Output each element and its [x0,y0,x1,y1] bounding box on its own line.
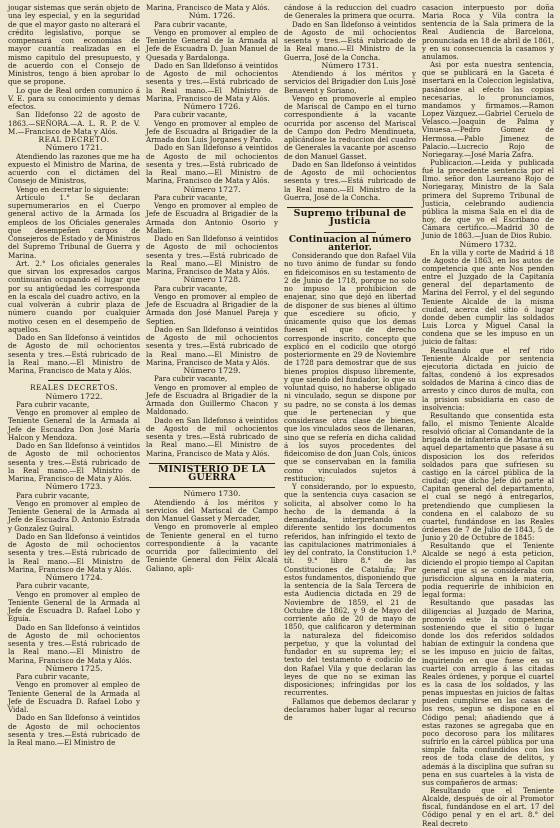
paragraph: Vengo en promover al empleo de Jefe de Escuadra al Brigadier de la Armada don Luis Jorganes y Pardo. [146,118,278,144]
section-heading: REAL DECRETO. [38,135,110,144]
paragraph: Atendiendo las razones que me ha expuesto el Ministro de Marina, de acuerdo con el dictámen del Consejo de Ministros, [8,151,140,186]
paragraph: Para cubrir vacante, [154,19,228,29]
paragraph: Vengo en promover al empleo de Teniente General de la Armada al Jefe de Escuadra D. Juan Manuel de Quesada y Bardalonga. [146,27,278,62]
section-heading: REALES DECRETOS. [29,383,119,393]
paragraph: Resultando que consentida esta fallo, el mismo Teniente Alcalde resolvió oficiar al Comandante de la brigada de infantería de Marina en aquel departamento que pasase á su disposicion los dos referidos soldados para que sufriesen su castigo en la cárcel pública de la ciudad; que dicho Jefe dió parte al Capitan general del departamento, el cual se negó á entregarlos, pretendiendo que cumpliesen la condena en el calabozo de su cuartel, fundándose en las Reales órdenes de 7 de Julio de 1843, 5 de Junio y 20 de Octubre de 1845: [422,410,554,543]
paragraph: Resultando que el ref rido Teniente Alcalde por sentencia ejecutoria dictada en juicio de faltas, condenó á los expresados soldados de Marina á cinco dias de arresto y cinco duros de multa, con la prision subsidiaria en caso de insolvencia: [422,345,554,412]
paragraph: Dado en San Ildefonso á veintidos de Agosto de mil ochocientos sesenta y tres.—Está rubricado de la Real mano.—El Ministro de Marina, Francisco de Mata y Alós. [146,234,278,276]
paragraph: Dado en San Ildefonso á veintidos de Agosto de mil ochocientos sesenta y tres.—Está rubricado de la Real mano.—El Ministro de [8,713,140,747]
paragraph: Dado en San Ildefonso á veintidos de Agosto de mil ochocientos sesenta y tres.—Está rubricado de la Real mano.—El Ministro de Marina, Francisco de Mata y Alós. [146,415,278,458]
paragraph: Y considerando, por lo expuesto, que la sentencia cuya casacion se solicita, al absolver como lo ha hecho de la demanda á la demandada, interpretando en diferente sentido los documentos referidos, han infringido el texto de las capitulaciones matrimoniales á ley del contrato, la Constitucion 1.ª tít. 9.° libro 8.° de las Constituciones de Cataluña; Por estos fundamentos, disponiendo que la sentencia de la Sala Tercera de esta Audiencia dictada en 29 de Noviembre de 1859, el 21 de Octubre de 1862, y 9 de Mayo del corriente año de 20 de mayo de 1850, que calificaron y determinan la naturaleza del fideicomiso perpetuo, y que la voluntad del fundador en su suprema ley; el texto del testamento é codicilo de don Rafael Vila y que declaran las leyes de que no se eximan las disposiciones; infringidas por los recurrentes. [284,482,416,698]
paragraph: Atendiendo á los méritos y servicios del Brigadier don Luis José Benavent y Soriano, [284,69,416,95]
decree-number: Número 1731. [321,60,379,70]
decree-number: Número 1724. [45,573,103,582]
paragraph: Para cubrir vacante, [154,110,228,120]
paragraph: Dado en San Ildefonso á veintidos de Agosto de mil ochocientos sesenta y tres.—Está rubricado de la Real mano.—El Ministro de la Guerra, José de la Concha. [284,19,416,62]
decree-number: Núm. 1726. [188,11,236,21]
ministry-heading: MINISTERIO DE LA GUERRA [158,463,266,483]
paragraph: Dado en San Ildefonso á veintidos de Agosto de mil ochocientos sesenta y tres.—Está rubricado de la Real mano.—El Ministro de Marina, Francisco de Mata y Alós. [8,441,140,483]
paragraph: Para cubrir vacante, [154,192,228,202]
rule-divider [324,232,377,233]
paragraph: Vengo en promoverle al empleo de Teniente general en el turno correspondiente á la vacante ocurrida por fallecimiento del Teniente General don Félix Alcalá Galiano, apli- [146,522,278,573]
paragraph: Resultando que el Teniente Alcalde se negó á esta peticion, diciendo el propio tiempo al Capitan general que si se consideraba con jurisdiccion alguna en la materia, podia requerirle de inhibicion en legal forma: [422,541,554,600]
rule-divider [149,487,276,488]
subheading: Continuacion al número anterior. [288,234,412,253]
paragraph: Marina, Francisco de Mata y Alós. [146,3,270,12]
decree-number: Número 1725. [45,663,103,673]
decree-number: Número 1730. [183,489,241,499]
paragraph: Vengo en promover al empleo de Jefe de Escuadra al Brigadier de la Armada don Guillermo Chacon y Maldonado. [146,382,278,417]
paragraph: Artículo 1.° Se declaran supernumerarios en el Cuerpo general activo de la Armada los empleos de los Oficiales generales que desempeñen cargos de Consejeros de Estado y de Ministros del Supremo Tribunal de Guerra y Marina. [8,192,140,260]
paragraph: Vengo en promover al empleo de Jefe de Escuadra al Brigadier de la Armada don José Manuel Pareja y Septien. [146,291,278,326]
paragraph: Vengo en promoverle al empleo de Mariscal de Campo en el turno correspondiente á la vacante ocurrida por ascenso del Mariscal de Campo don Pedro Mendinueta, aplicándose la reduccion del cuadro de Generales la vacante por ascenso de don Manuel Gasset. [284,93,416,161]
paragraph: Atendiendo á los méritos y servicios del Mariscal de Campo don Manuel Gasset y Mercader, [146,497,278,523]
column-2 [146,4,278,828]
paragraph: Dado en San Ildefonso á veintidos de Agosto de mil ochocientos sesenta y tres.—Está rubricado de la Real mano.—El Ministro de Marina, Francisco de Mata y Alós. [8,333,140,375]
decree-number: Número 1728. [183,275,241,285]
paragraph: Vengo en decretar lo siguiente: [16,184,129,194]
rule-divider [48,380,101,381]
paragraph: Para cubrir vacante, [16,581,90,591]
paragraph: Publicacion.—Leida y publicada fué la precedente sentencia por el Ilmo. señor don Laureano Rojo de Noriegaray, Ministro de la Sala primera del Supremo Tribunal de Justicia, celebrando audiencia pública la misma Sala en el dia de hoy, de que yo el Escribano de Cámara certifico.—Madrid 30 de Junio de 1863.—Juan de Dios Rubio. [422,157,554,241]
decree-number: Número 1729. [183,366,241,375]
paragraph: San Ildefonso 22 de agosto de 1863.—SEÑORA.—A. L. R. P. de V. M.—Francisco de Mata y Alós. [8,110,140,136]
decree-number: Número 1732. [459,239,517,249]
decree-number: Número 1721. [45,143,103,153]
paragraph: Lo que de Real orden comunico á V. E. para su conocimiento y demas efectos. [8,85,140,111]
paragraph: Considerando que don Rafael Vila no tuvo ánimo de fundar su fondo en fideicomisos en su testamento de 2 de Junio de 1718, porque no solo no impuso la prohibicion de enajenar, sino que dejó en libertad de disponer de sus bienes al último que escediere su oficio, y únicamente quiso que los demas fuesen el que de derecho corresponde inscrito, concepto que explicó en el codicilo que otorgó posteriormente en 29 de Noviembre de 1728 para demostrar que de sus bienes propios dispuso libremente, y que siendo del fundador, lo que su voluntad quiso, no haberse obligado ni vinculado, segun se dispone por su padre, no se consta á los demas que le pertenecian y que considerase otra clase de bienes, que los vinculados seos de llenaran, sino que se refería en dicha calidad á los suyos procedentes del fideicomiso de don Juan Cols, únicos que se conservaban en la familia como vinculados sujetos á restitucion; [284,251,416,483]
paragraph: Asi por esta nuestra sentencia, que se publicará en la Gaceta é insertará en la Coleccion legislativa, pasándose al efecto las copias necesarias, lo pronunciamos, mandamos y firmamos.—Ramon Lopez Vázquez.—Gabriel Ceruelo de Velasco.—Joaquin de Palma y Vinuesa.—Pedro Gomez de Hermosa.—Pablo Jimenez de Palacio.—Lucrecio Rojo de Noriegaray.—José María Zafra. [422,60,554,159]
paragraph: Resultando que el Teniente Alcalde, después de oír al Promotor fiscal, fundándose en el art. 17 del Código penal y en el art. 8.° del Real decreto [422,786,554,828]
paragraph: Resultando que pasadas las diligencias al Juzgado de Marina, promovió este la competencia sosteniendo que el sitio ó lugar donde los dos referidos soldados habian de extinguir la condena que se les impuso en juicio de faltas, inquiriendo en que fuese en su cuartel con arreglo á las citadas Reales órdenes, y porque el cuartel es la casa de los soldados, y las penas impuestas en juicios de faltas pueden cumplirse en las casas de los reos, segun se dispone en el Código penal; añadiendo que á estas razones se agregaba que en poco decoroso para los militares sufrirlo en la cárcel pública por una simple falta confundidos con los reos de toda clase de delitos, y además á la disciplina que sufran su pena en sus cuarteles á la vista de sus compañeros de armas: [422,598,554,787]
paragraph: Vengo en promover al empleo de Teniente General de la Armada al Jefe de Escuadra D. Rafael Lobo y Eguía. [8,589,140,624]
paragraph: Dado en San Ildefonso á veintidos de Agosto de mil ochocientos sesenta y tres.—Está rubricado de la Real mano.—El Ministro de la Guerra, José de la Concha. [284,159,416,202]
paragraph: Fallamos que debemos declarar y declaramos haber lugar al recurso de [284,696,416,722]
decree-number: Número 1726. [183,102,241,111]
paragraph: Vengo en promover al empleo de Teniente General de la Armada al Jefe de Escuadra Don José María Halcon y Mendoza. [8,408,140,442]
paragraph: Art. 2.° Los oficiales generales que sirvan los expresados cargos continuarán ocupando el lugar que por su antigüedad les corresponda en la escala del cuadro activo, en la cual volverán á cubrir plaza de número cuando por cualquier motivo cesen en el desempeño de aquellos. [8,258,140,334]
paragraph: Vengo en promover al empleo de Teniente General de la Armada al Jefe de Escuadra D. Antonio Estrada y Gonzalez Guiral. [8,498,140,533]
ministry-heading: Supremo tribunal de Justicia [293,208,407,228]
paragraph: Dado en San Ildefonso á veintidos de Agosto de mil ochocientos sesenta y tres.—Está rubricado de la Real mano.—El Ministro de Marina, Francisco de Mata y Alós. [146,143,278,186]
paragraph: Para cubrir vacante, [154,374,228,384]
paragraph: En la villa y corte de Madrid á 18 de Agosto de 1863, en los autos de competencia que ante Nos penden entre el Juzgado de la Capitanía general del departamento de Marina del Ferrol, y el del segundo Teniente Alcalde de la misma ciudad, acerca del sitio ó lugar donde deben cumplir las soldados Luis Lorca y Miguel Canal la condena que se les impuso en un juicio de faltas: [422,247,554,347]
paragraph: Para cubrir vacante, [154,283,228,293]
paragraph: Dado en San Ildefonso á veintidos de Agosto de mil ochocientos sesenta y tres.—Está rubricado de la Real mano.—El Ministro de Marina, Francisco de Mata y Alós. [146,324,278,367]
decree-number: Número 1722. [45,391,103,401]
paragraph: cándose á la reduccion del cuadro de Generales la primera que ocurra. [284,3,416,21]
text-columns [8,3,554,828]
paragraph: Dado en San Ildefonso á veintidos de Agosto de mil ochocientos sesenta y tres.—Está rubricado de la Real mano.—El Ministro de Marina, Francisco de Mata y Alós. [146,60,278,103]
paragraph: Vengo en promover al empleo de Jefe de Escuadra al Brigadier de la Armada don Antonio Osorio y Mallen. [146,201,278,235]
paragraph: Dado en San Ildefonso á veintidos de Agosto de mil ochocientos sesenta y tres.—Está rubricado de la Real mano.—El Ministro de Marina, Francisco de Mata y Alós. [8,622,140,665]
paragraph: Para cubrir vacante, [16,672,90,681]
column-1 [8,4,140,828]
decree-number: Número 1727. [183,184,241,194]
column-3 [284,4,416,828]
column-4 [422,4,554,828]
paragraph: casacion interpuesto por doña Maria Roca y Vila contra la sentencia de la Sala primera de la Real Audiencia de Barcelona, pronunciada en 18 de abril de 1861, y en su consecuencia la casamos y anulamos. [422,3,554,61]
paragraph: Vengo en promover al empleo de Teniente General de la Armada al Jefe de Escuadra D. Rafael Lobo y Vidal. [8,680,140,714]
paragraph: jougar sistemas que serán objeto de una ley especial, y en la seguridad de que el mayor gasto no alterará el crédito legislativo, porque se compensará con economias de mayor cuantía realizadas en el mismo capitulo del presupuesto, y de acuerdo con el Consejo de Ministros, tengo á bien aprobar lo que se propone. [8,3,140,87]
paragraph: Dado en San Ildefonso á veintidos de Agosto de mil ochocientos sesenta y tres.—Está rubricado de la Real mano.—El Ministro de Marina, Francisco de Mata y Alós. [8,531,140,574]
decree-number: Número 1723. [45,482,103,492]
paragraph: Para cubrir vacante, [16,399,90,409]
paragraph: Para cubrir vacante, [16,490,90,500]
